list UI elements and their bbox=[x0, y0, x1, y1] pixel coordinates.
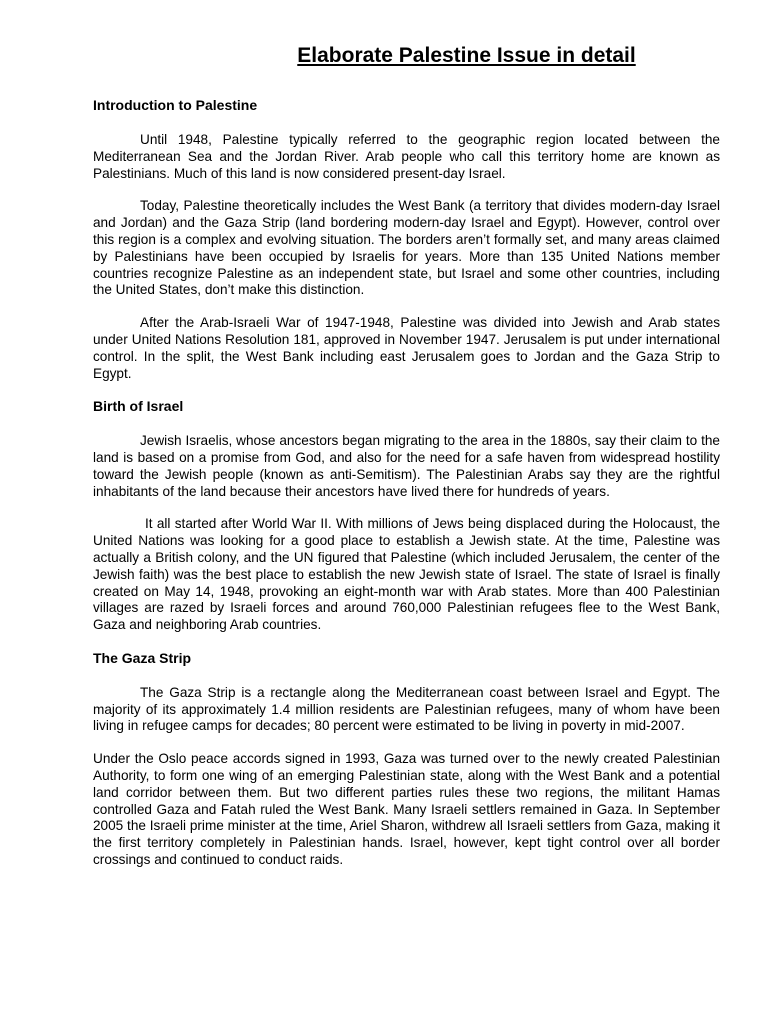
section-the-gaza-strip bbox=[93, 650, 720, 869]
paragraph: Under the Oslo peace accords signed in 1993, Gaza was turned over to the newly created Palestinian Authority, to form one wing of an emerging Palestinian state, along with the West Bank and a potential land corridor between them. But two different parties rules these two regions, the militant Hamas controlled Gaza and Fatah ruled the West Bank. Many Israeli settlers remained in Gaza. In September 2005 the Israeli prime minister at the time, Ariel Sharon, withdrew all Israeli settlers from Gaza, making it the first territory completely in Palestinian hands. Israel, however, kept tight control over all border crossings and continued to conduct raids. bbox=[93, 751, 720, 867]
section-heading: The Gaza Strip bbox=[93, 650, 192, 667]
paragraph: Until 1948, Palestine typically referred to the geographic region located between the Mediterranean Sea and the Jordan River. Arab people who call this territory home are known as Palestinians. Much of this land is now considered present-day Israel. bbox=[93, 132, 720, 181]
section-heading: Birth of Israel bbox=[93, 398, 184, 415]
section-heading: Introduction to Palestine bbox=[93, 97, 258, 114]
paragraph: It all started after World War II. With millions of Jews being displaced during the Holocaust, the United Nations was looking for a good place to establish a Jewish state. At the time, Palestine was actually a British colony, and the UN figured that Palestine (which included Jerusalem, the center of the Jewish faith) was the best place to establish the new Jewish state of Israel. The state of Israel is finally created on May 14, 1948, provoking an eight-month war with Arab states. More than 400 Palestinian villages are razed by Israeli forces and around 760,000 Palestinian refugees flee to the West Bank, Gaza and neighboring Arab countries. bbox=[93, 516, 720, 633]
section-introduction-to-palestine bbox=[93, 97, 720, 382]
paragraph: After the Arab-Israeli War of 1947-1948, Palestine was divided into Jewish and Arab states under United Nations Resolution 181, approved in November 1947. Jerusalem is put under international control. In the split, the West Bank including east Jerusalem goes to Jordan and the Gaza Strip to Egypt. bbox=[93, 315, 720, 381]
paragraph: Today, Palestine theoretically includes the West Bank (a territory that divides modern-day Israel and Jordan) and the Gaza Strip (land bordering modern-day Israel and Egypt). However, control over this region is a complex and evolving situation. The borders aren’t formally set, and many areas claimed by Palestinians have been occupied by Israelis for years. More than 135 United Nations member countries recognize Palestine as an independent state, but Israel and some other countries, including the United States, don’t make this distinction. bbox=[93, 198, 720, 298]
paragraph: Jewish Israelis, whose ancestors began migrating to the area in the 1880s, say their claim to the land is based on a promise from God, and also for the need for a safe haven from widespread hostility toward the Jewish people (known as anti-Semitism). The Palestinian Arabs say they are the rightful inhabitants of the land because their ancestors have lived there for hundreds of years. bbox=[93, 433, 720, 499]
document-title: Elaborate Palestine Issue in detail bbox=[297, 44, 636, 67]
paragraph: The Gaza Strip is a rectangle along the Mediterranean coast between Israel and Egypt. The majority of its approximately 1.4 million residents are Palestinian refugees, many of whom have been living in refugee camps for decades; 80 percent were estimated to be living in poverty in mid-2007. bbox=[93, 684, 720, 734]
section-birth-of-israel bbox=[93, 398, 720, 634]
